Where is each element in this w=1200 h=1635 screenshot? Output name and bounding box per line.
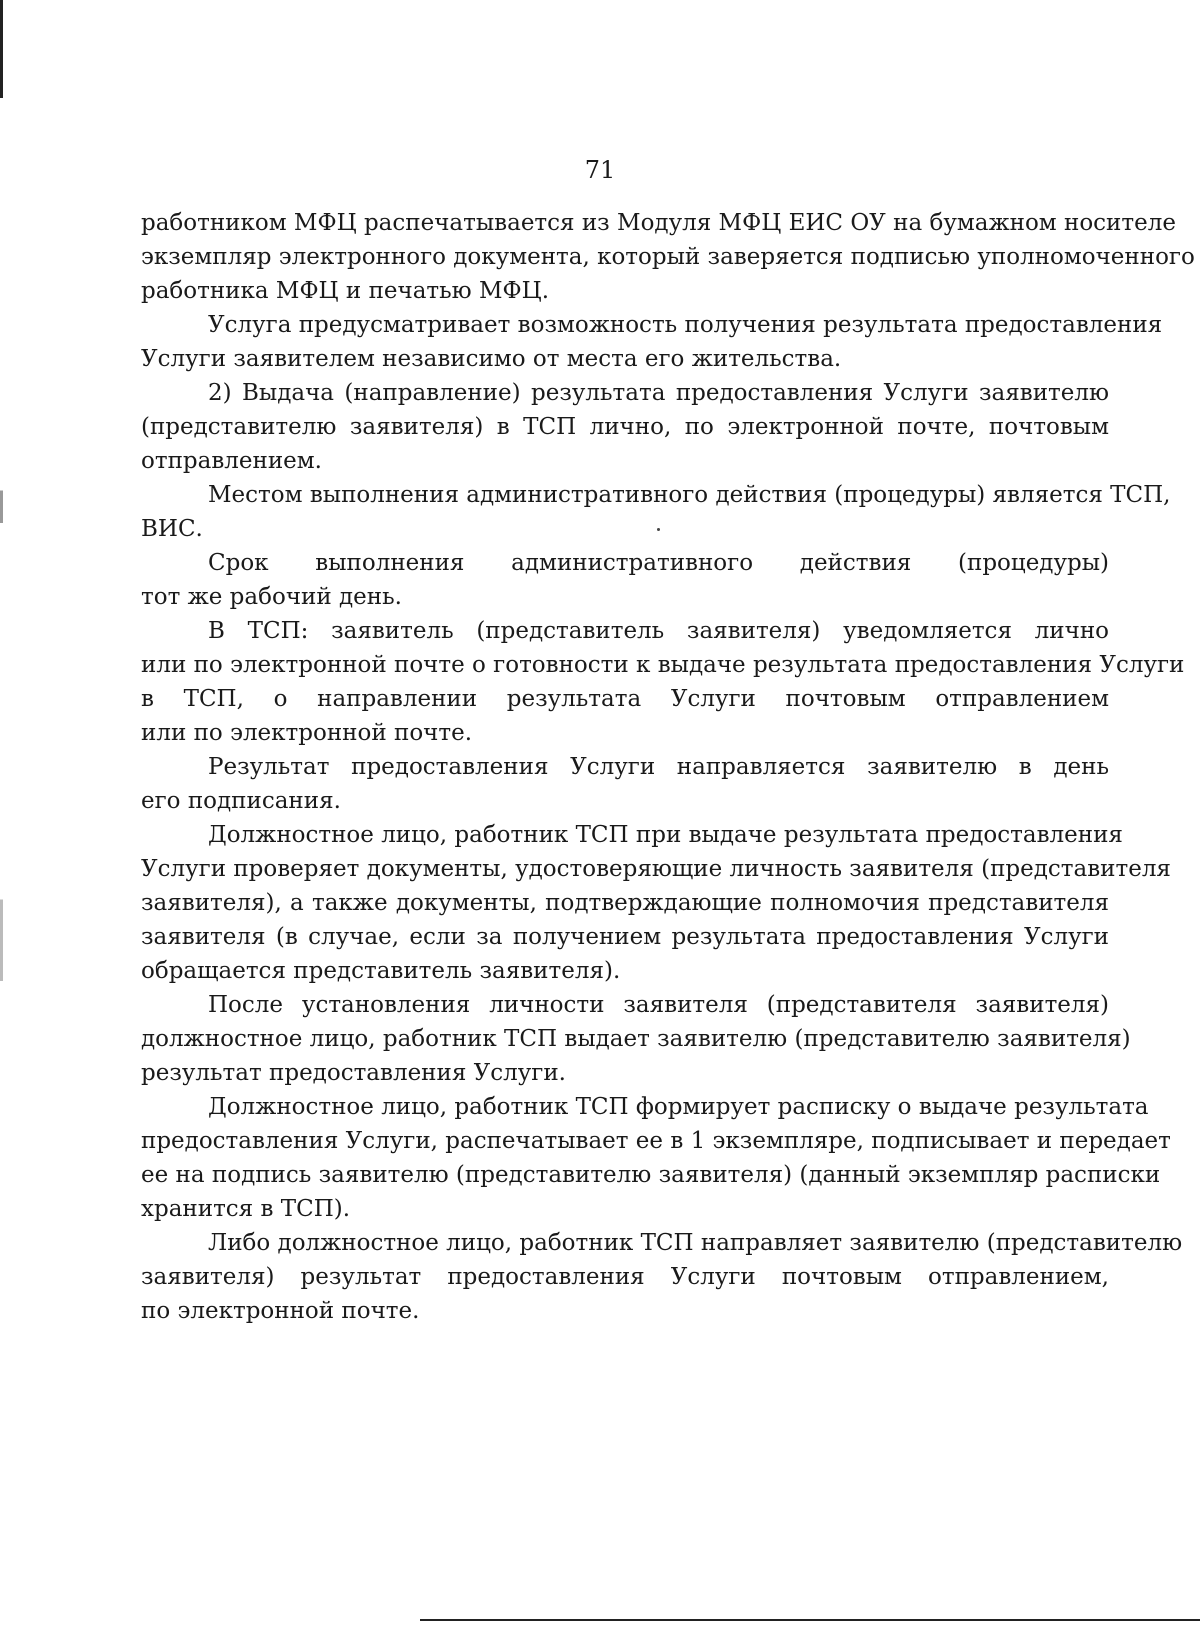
text-line: Результат предоставления Услуги направляется заявителю в день [208, 754, 1109, 780]
text-line: или по электронной почте. [141, 720, 473, 746]
text-line: Услуга предусматривает возможность получения результата предоставления [208, 312, 1163, 338]
paragraph [141, 546, 1109, 614]
text-line: Срок выполнения административного действия (процедуры) [208, 550, 1109, 576]
text-line: Услуги проверяет документы, удостоверяющие личность заявителя (представителя [141, 856, 1171, 882]
text-line: предоставления Услуги, распечатывает ее в 1 экземпляре, подписывает и передает [141, 1128, 1171, 1154]
text-line: Либо должностное лицо, работник ТСП направляет заявителю (представителю [208, 1230, 1183, 1256]
text-line: работником МФЦ распечатывается из Модуля МФЦ ЕИС ОУ на бумажном носителе [141, 210, 1176, 236]
text-line: ее на подпись заявителю (представителю заявителя) (данный экземпляр расписки [141, 1162, 1161, 1188]
text-line: отправлением. [141, 448, 322, 474]
text-line: должностное лицо, работник ТСП выдает заявителю (представителю заявителя) [141, 1026, 1131, 1052]
paragraph [141, 818, 1171, 988]
text-line: Должностное лицо, работник ТСП формирует расписку о выдаче результата [208, 1094, 1149, 1120]
text-line: Должностное лицо, работник ТСП при выдаче результата предоставления [208, 822, 1123, 848]
text-line: экземпляр электронного документа, который заверяется подписью уполномоченного [141, 244, 1195, 270]
text-line: по электронной почте. [141, 1298, 420, 1324]
paragraph [141, 750, 1109, 818]
text-line: или по электронной почте о готовности к выдаче результата предоставления Услуги [141, 652, 1185, 678]
paragraph [141, 308, 1163, 376]
paragraph [141, 478, 1171, 546]
paragraph [141, 376, 1109, 478]
page-number: 71 [584, 156, 616, 184]
text-line: работника МФЦ и печатью МФЦ. [141, 278, 550, 304]
text-line: заявителя) результат предоставления Услуги почтовым отправлением, [141, 1264, 1109, 1290]
paragraph [141, 988, 1131, 1090]
text-line: хранится в ТСП). [141, 1196, 351, 1222]
text-line: После установления личности заявителя (представителя заявителя) [208, 992, 1109, 1018]
bottom-scan-edge [420, 1619, 1200, 1621]
left-scan-edge [0, 0, 3, 1635]
text-line: Услуги заявителем независимо от места его жительства. [141, 346, 842, 372]
text-line: заявителя (в случае, если за получением результата предоставления Услуги [141, 924, 1109, 950]
paragraph [141, 206, 1195, 308]
text-line: заявителя), а также документы, подтверждающие полномочия представителя [141, 890, 1109, 916]
text-line: ВИС. [141, 516, 203, 542]
text-line: тот же рабочий день. [141, 584, 402, 610]
paragraph [141, 1226, 1183, 1328]
text-line: В ТСП: заявитель (представитель заявителя) уведомляется лично [208, 618, 1109, 644]
text-line: обращается представитель заявителя). [141, 958, 621, 984]
text-line: 2) Выдача (направление) результата предоставления Услуги заявителю [208, 380, 1109, 406]
text-line: (представителю заявителя) в ТСП лично, по электронной почте, почтовым [141, 414, 1109, 440]
text-line: Местом выполнения административного действия (процедуры) является ТСП, [208, 482, 1171, 508]
document-body [141, 206, 1195, 1328]
text-line: его подписания. [141, 788, 341, 814]
text-line: в ТСП, о направлении результата Услуги почтовым отправлением [141, 686, 1109, 712]
scan-speck [657, 528, 660, 531]
paragraph [141, 614, 1185, 750]
paragraph [141, 1090, 1171, 1226]
text-line: результат предоставления Услуги. [141, 1060, 566, 1086]
